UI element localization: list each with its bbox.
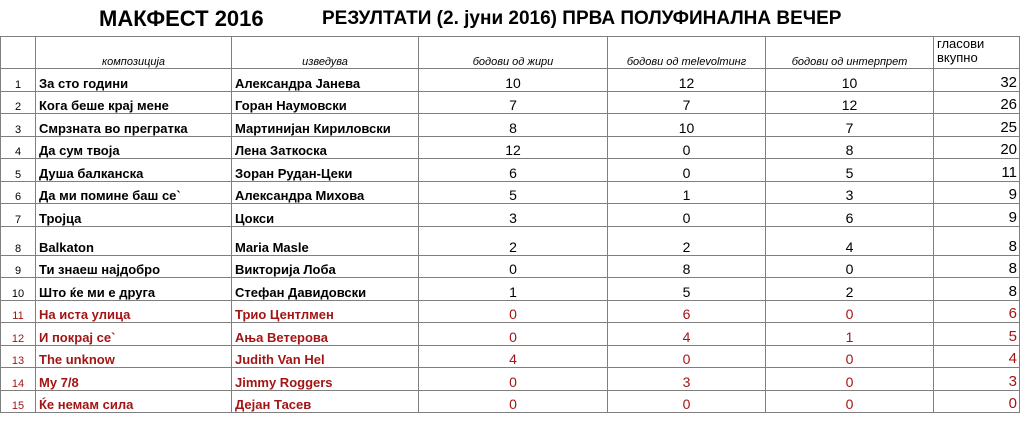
table-row — [1, 226, 1020, 255]
table-row — [1, 91, 1020, 114]
page-subtitle: РЕЗУЛТАТИ (2. јуни 2016) ПРВА ПОЛУФИНАЛНА ВЕЧЕР — [322, 8, 842, 29]
header-televoting: бодови од тelevolтинг — [608, 37, 766, 69]
composition-cell: Balkaton — [36, 226, 232, 255]
row-number: 8 — [1, 226, 36, 255]
jury-points-cell: 4 — [419, 345, 608, 368]
composition-cell: За сто години — [36, 69, 232, 92]
row-number: 12 — [1, 323, 36, 346]
composition-cell: Душа балканска — [36, 159, 232, 182]
televoting-points-cell: 5 — [608, 278, 766, 301]
header-row — [1, 37, 1020, 69]
table-row — [1, 368, 1020, 391]
header-total: гласови вкупно — [934, 37, 1020, 69]
performer-cell: Дејан Тасев — [232, 390, 419, 413]
jury-points-cell: 2 — [419, 226, 608, 255]
internet-points-cell: 1 — [766, 323, 934, 346]
total-votes-cell: 26 — [934, 91, 1020, 114]
row-number: 14 — [1, 368, 36, 391]
row-number: 10 — [1, 278, 36, 301]
total-votes-cell: 11 — [934, 159, 1020, 182]
internet-points-cell: 10 — [766, 69, 934, 92]
internet-points-cell: 6 — [766, 204, 934, 227]
row-number: 5 — [1, 159, 36, 182]
televoting-points-cell: 0 — [608, 136, 766, 159]
internet-points-cell: 0 — [766, 255, 934, 278]
results-table — [0, 36, 1020, 413]
televoting-points-cell: 7 — [608, 91, 766, 114]
internet-points-cell: 0 — [766, 368, 934, 391]
internet-points-cell: 3 — [766, 181, 934, 204]
page-title: МАКФЕСТ 2016 — [99, 6, 264, 31]
title-row — [0, 0, 1021, 36]
performer-cell: Judith Van Hel — [232, 345, 419, 368]
row-number: 15 — [1, 390, 36, 413]
internet-points-cell: 7 — [766, 114, 934, 137]
table-row — [1, 278, 1020, 301]
row-number: 6 — [1, 181, 36, 204]
jury-points-cell: 0 — [419, 300, 608, 323]
total-votes-cell: 9 — [934, 181, 1020, 204]
composition-cell: Ти знаеш најдобро — [36, 255, 232, 278]
performer-cell: Стефан Давидовски — [232, 278, 419, 301]
row-number: 1 — [1, 69, 36, 92]
header-performer: изведува — [232, 37, 419, 69]
jury-points-cell: 0 — [419, 323, 608, 346]
composition-cell: Што ќе ми е друга — [36, 278, 232, 301]
table-row — [1, 159, 1020, 182]
jury-points-cell: 12 — [419, 136, 608, 159]
total-votes-cell: 3 — [934, 368, 1020, 391]
internet-points-cell: 12 — [766, 91, 934, 114]
internet-points-cell: 0 — [766, 390, 934, 413]
total-votes-cell: 20 — [934, 136, 1020, 159]
total-votes-cell: 5 — [934, 323, 1020, 346]
table-row — [1, 255, 1020, 278]
performer-cell: Викторија Лоба — [232, 255, 419, 278]
jury-points-cell: 8 — [419, 114, 608, 137]
jury-points-cell: 1 — [419, 278, 608, 301]
table-row — [1, 300, 1020, 323]
performer-cell: Ања Ветерова — [232, 323, 419, 346]
total-votes-cell: 8 — [934, 255, 1020, 278]
total-votes-cell: 8 — [934, 226, 1020, 255]
performer-cell: Мартинијан Кириловски — [232, 114, 419, 137]
jury-points-cell: 0 — [419, 390, 608, 413]
total-votes-cell: 9 — [934, 204, 1020, 227]
internet-points-cell: 5 — [766, 159, 934, 182]
table-row — [1, 204, 1020, 227]
performer-cell: Александра Јанева — [232, 69, 419, 92]
performer-cell: Трио Центлмен — [232, 300, 419, 323]
total-votes-cell: 8 — [934, 278, 1020, 301]
row-number: 9 — [1, 255, 36, 278]
composition-cell: Да ми помине баш се` — [36, 181, 232, 204]
composition-cell: Тројца — [36, 204, 232, 227]
composition-cell: Кога беше крај мене — [36, 91, 232, 114]
header-internet: бодови од интерпрет — [766, 37, 934, 69]
performer-cell: Зоран Рудан-Цеки — [232, 159, 419, 182]
televoting-points-cell: 4 — [608, 323, 766, 346]
performer-cell: Maria Masle — [232, 226, 419, 255]
televoting-points-cell: 2 — [608, 226, 766, 255]
televoting-points-cell: 0 — [608, 390, 766, 413]
table-row — [1, 181, 1020, 204]
televoting-points-cell: 6 — [608, 300, 766, 323]
row-number: 7 — [1, 204, 36, 227]
row-number: 2 — [1, 91, 36, 114]
row-number: 13 — [1, 345, 36, 368]
performer-cell: Лена Заткоска — [232, 136, 419, 159]
performer-cell: Александра Михова — [232, 181, 419, 204]
internet-points-cell: 4 — [766, 226, 934, 255]
composition-cell: Смрзната во прегратка — [36, 114, 232, 137]
internet-points-cell: 2 — [766, 278, 934, 301]
composition-cell: Ќе немам сила — [36, 390, 232, 413]
jury-points-cell: 5 — [419, 181, 608, 204]
televoting-points-cell: 10 — [608, 114, 766, 137]
table-row — [1, 390, 1020, 413]
table-row — [1, 136, 1020, 159]
jury-points-cell: 10 — [419, 69, 608, 92]
composition-cell: The unknow — [36, 345, 232, 368]
internet-points-cell: 0 — [766, 345, 934, 368]
table-row — [1, 323, 1020, 346]
performer-cell: Цокси — [232, 204, 419, 227]
internet-points-cell: 8 — [766, 136, 934, 159]
table-row — [1, 69, 1020, 92]
composition-cell: На иста улица — [36, 300, 232, 323]
header-jury: бодови од жири — [419, 37, 608, 69]
total-votes-cell: 25 — [934, 114, 1020, 137]
row-number: 3 — [1, 114, 36, 137]
televoting-points-cell: 8 — [608, 255, 766, 278]
table-row — [1, 114, 1020, 137]
total-votes-cell: 32 — [934, 69, 1020, 92]
jury-points-cell: 7 — [419, 91, 608, 114]
total-votes-cell: 4 — [934, 345, 1020, 368]
televoting-points-cell: 12 — [608, 69, 766, 92]
televoting-points-cell: 0 — [608, 159, 766, 182]
jury-points-cell: 6 — [419, 159, 608, 182]
composition-cell: И покрај се` — [36, 323, 232, 346]
jury-points-cell: 0 — [419, 368, 608, 391]
total-votes-cell: 6 — [934, 300, 1020, 323]
jury-points-cell: 3 — [419, 204, 608, 227]
internet-points-cell: 0 — [766, 300, 934, 323]
table-row — [1, 345, 1020, 368]
televoting-points-cell: 1 — [608, 181, 766, 204]
row-number: 4 — [1, 136, 36, 159]
performer-cell: Горан Наумовски — [232, 91, 419, 114]
composition-cell: My 7/8 — [36, 368, 232, 391]
televoting-points-cell: 0 — [608, 204, 766, 227]
total-votes-cell: 0 — [934, 390, 1020, 413]
header-number — [1, 37, 36, 69]
jury-points-cell: 0 — [419, 255, 608, 278]
composition-cell: Да сум твоја — [36, 136, 232, 159]
televoting-points-cell: 3 — [608, 368, 766, 391]
header-composition: композиција — [36, 37, 232, 69]
performer-cell: Jimmy Roggers — [232, 368, 419, 391]
row-number: 11 — [1, 300, 36, 323]
televoting-points-cell: 0 — [608, 345, 766, 368]
